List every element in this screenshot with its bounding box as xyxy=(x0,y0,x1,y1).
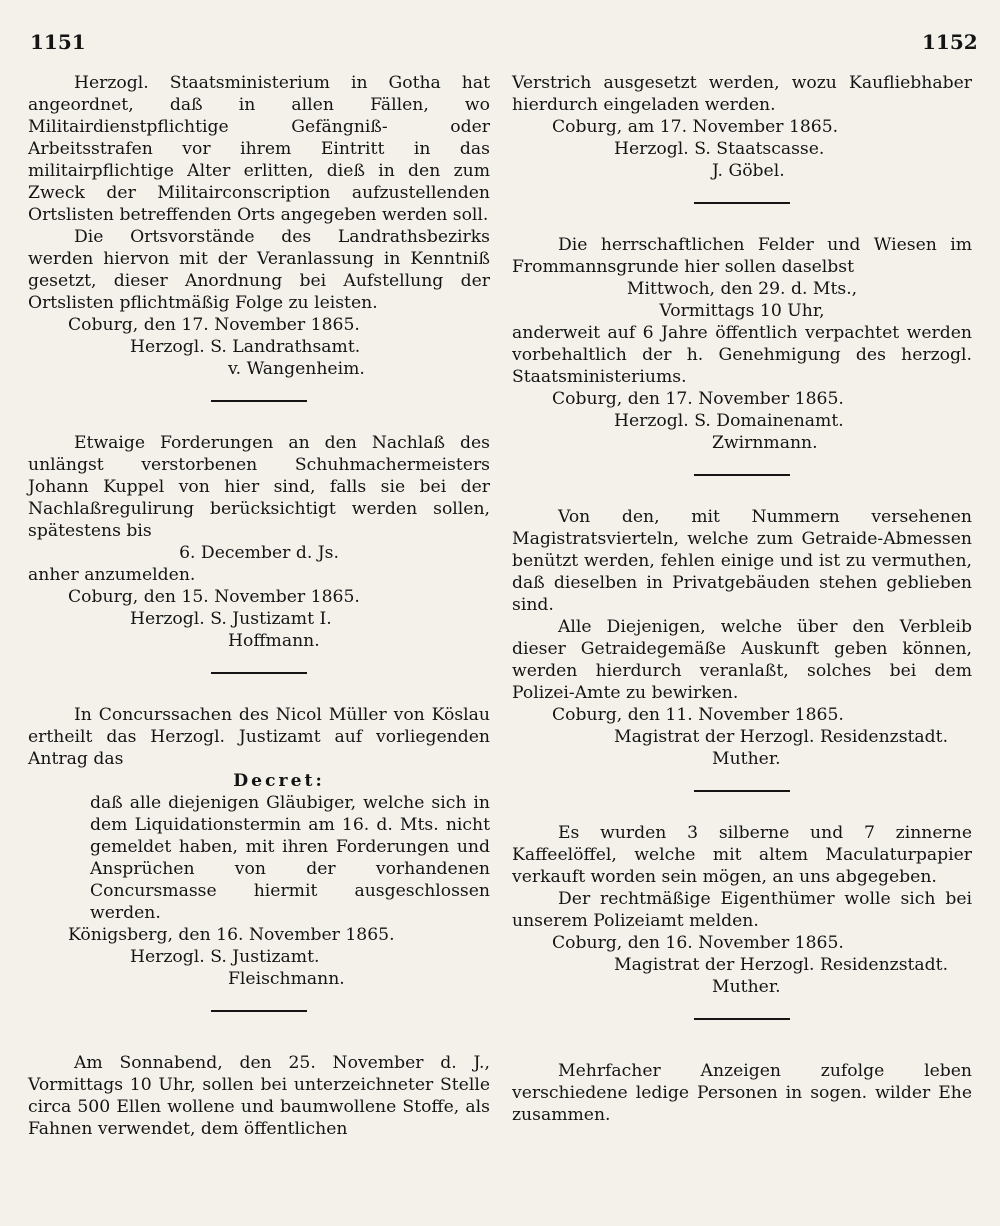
right-column xyxy=(512,72,972,1126)
notice-dateline: Coburg, den 11. November 1865. xyxy=(552,705,844,725)
notice-signature: J. Göbel. xyxy=(712,161,785,181)
notice-deadline: 6. December d. Js. xyxy=(179,543,339,563)
notice-office: Herzogl. S. Domainenamt. xyxy=(614,411,844,431)
notice-wild-marriage xyxy=(512,1060,972,1126)
notice-paragraph: Von den, mit Nummern versehenen Magistratsvierteln, welche zum Getraide-Abmessen benützt werden, fehlen einige und ist zu vermuthen, daß dieselben in Privatgebäuden stehen geblieben sind. xyxy=(512,507,972,615)
notice-signature: Zwirnmann. xyxy=(712,433,818,453)
notice-paragraph: anderweit auf 6 Jahre öffentlich verpachtet werden vorbehaltlich der h. Genehmigung des herzogl. Staatsministeriums. xyxy=(512,323,972,387)
decree-text: daß alle diejenigen Gläubiger, welche sich in dem Liquidationstermin am 16. d. Mts. nicht gemeldet haben, mit ihren Forderungen und Ansprüchen von der vorhandenen Concursmasse hiermit ausgeschlossen werden. xyxy=(90,793,490,923)
notice-bankruptcy-decree xyxy=(28,704,490,990)
notice-dateline: Coburg, den 16. November 1865. xyxy=(552,933,844,953)
page-number-left: 1151 xyxy=(30,30,86,54)
page-number-right: 1152 xyxy=(922,30,978,54)
notice-paragraph: Die Ortsvorstände des Landrathsbezirks werden hiervon mit der Veranlassung in Kenntniß gesetzt, dieser Anordnung bei Aufstellung der Ortslisten pflichtmäßig Folge zu leisten. xyxy=(28,227,490,313)
notice-office: Herzogl. S. Landrathsamt. xyxy=(130,337,361,357)
left-column xyxy=(28,72,490,1140)
notice-dateline: Coburg, den 17. November 1865. xyxy=(552,389,844,409)
notice-office: Magistrat der Herzogl. Residenzstadt. xyxy=(614,955,949,975)
notice-ministry-order xyxy=(28,72,490,380)
notice-paragraph: Der rechtmäßige Eigenthümer wolle sich bei unserem Polizeiamt melden. xyxy=(512,889,972,931)
notice-signature: Hoffmann. xyxy=(228,631,320,651)
notice-paragraph: Alle Diejenigen, welche über den Verbleib dieser Getraidegemäße Auskunft geben können, werden hierdurch veranlaßt, solches bei dem Polizei-Amte zu bewirken. xyxy=(512,617,972,703)
notice-found-spoons xyxy=(512,822,972,998)
notice-paragraph: Die herrschaftlichen Felder und Wiesen im Frommannsgrunde hier sollen daselbst xyxy=(512,235,972,277)
notice-paragraph: Verstrich ausgesetzt werden, wozu Kaufliebhaber hierdurch eingeladen werden. xyxy=(512,73,972,115)
notice-paragraph: Etwaige Forderungen an den Nachlaß des unlängst verstorbenen Schuhmachermeisters Johann Kuppel von hier sind, falls sie bei der Nachlaßregulirung berücksichtigt werden sollen, spätestens bis xyxy=(28,433,490,541)
notice-land-lease xyxy=(512,234,972,454)
notice-dateline: Coburg, am 17. November 1865. xyxy=(552,117,839,137)
notice-paragraph: Am Sonnabend, den 25. November d. J., Vormittags 10 Uhr, sollen bei unterzeichneter Stelle circa 500 Ellen wollene und baumwollene Stoffe, als Fahnen verwendet, dem öffentlichen xyxy=(28,1053,490,1139)
notice-signature: v. Wangenheim. xyxy=(228,359,365,379)
notice-paragraph: Es wurden 3 silberne und 7 zinnerne Kaffeelöffel, welche mit altem Maculaturpapier verkauft worden sein mögen, an uns abgegeben. xyxy=(512,823,972,887)
notice-estate-claims xyxy=(28,432,490,652)
notice-paragraph: Mehrfacher Anzeigen zufolge leben verschiedene ledige Personen in sogen. wilder Ehe zusammen. xyxy=(512,1061,972,1125)
notice-dateline: Coburg, den 17. November 1865. xyxy=(68,315,360,335)
notice-office: Magistrat der Herzogl. Residenzstadt. xyxy=(614,727,949,747)
notice-dateline: Königsberg, den 16. November 1865. xyxy=(68,925,395,945)
notice-office: Herzogl. S. Justizamt. xyxy=(130,947,320,967)
notice-signature: Fleischmann. xyxy=(228,969,345,989)
notice-time: Vormittags 10 Uhr, xyxy=(659,301,825,321)
notice-office: Herzogl. S. Staatscasse. xyxy=(614,139,825,159)
notice-missing-measures xyxy=(512,506,972,770)
notice-day: Mittwoch, den 29. d. Mts., xyxy=(626,279,858,299)
notice-signature: Muther. xyxy=(712,749,781,769)
notice-auction-start xyxy=(28,1052,490,1140)
notice-paragraph: In Concurssachen des Nicol Müller von Köslau ertheilt das Herzogl. Justizamt auf vorliegenden Antrag das xyxy=(28,705,490,769)
notice-office: Herzogl. S. Justizamt I. xyxy=(130,609,332,629)
decree-heading: Decret: xyxy=(233,771,325,791)
notice-signature: Muther. xyxy=(712,977,781,997)
notice-dateline: Coburg, den 15. November 1865. xyxy=(68,587,360,607)
notice-paragraph: Herzogl. Staatsministerium in Gotha hat angeordnet, daß in allen Fällen, wo Militairdienstpflichtige Gefängniß- oder Arbeitsstrafen vor ihrem Eintritt in das militairpflichtige Alter erlitten, dieß in den zum Zweck der Militairconscription aufzustellenden Ortslisten betreffenden Orts angegeben werden soll. xyxy=(28,73,490,225)
notice-auction-continued xyxy=(512,72,972,182)
notice-paragraph: anher anzumelden. xyxy=(28,565,196,585)
